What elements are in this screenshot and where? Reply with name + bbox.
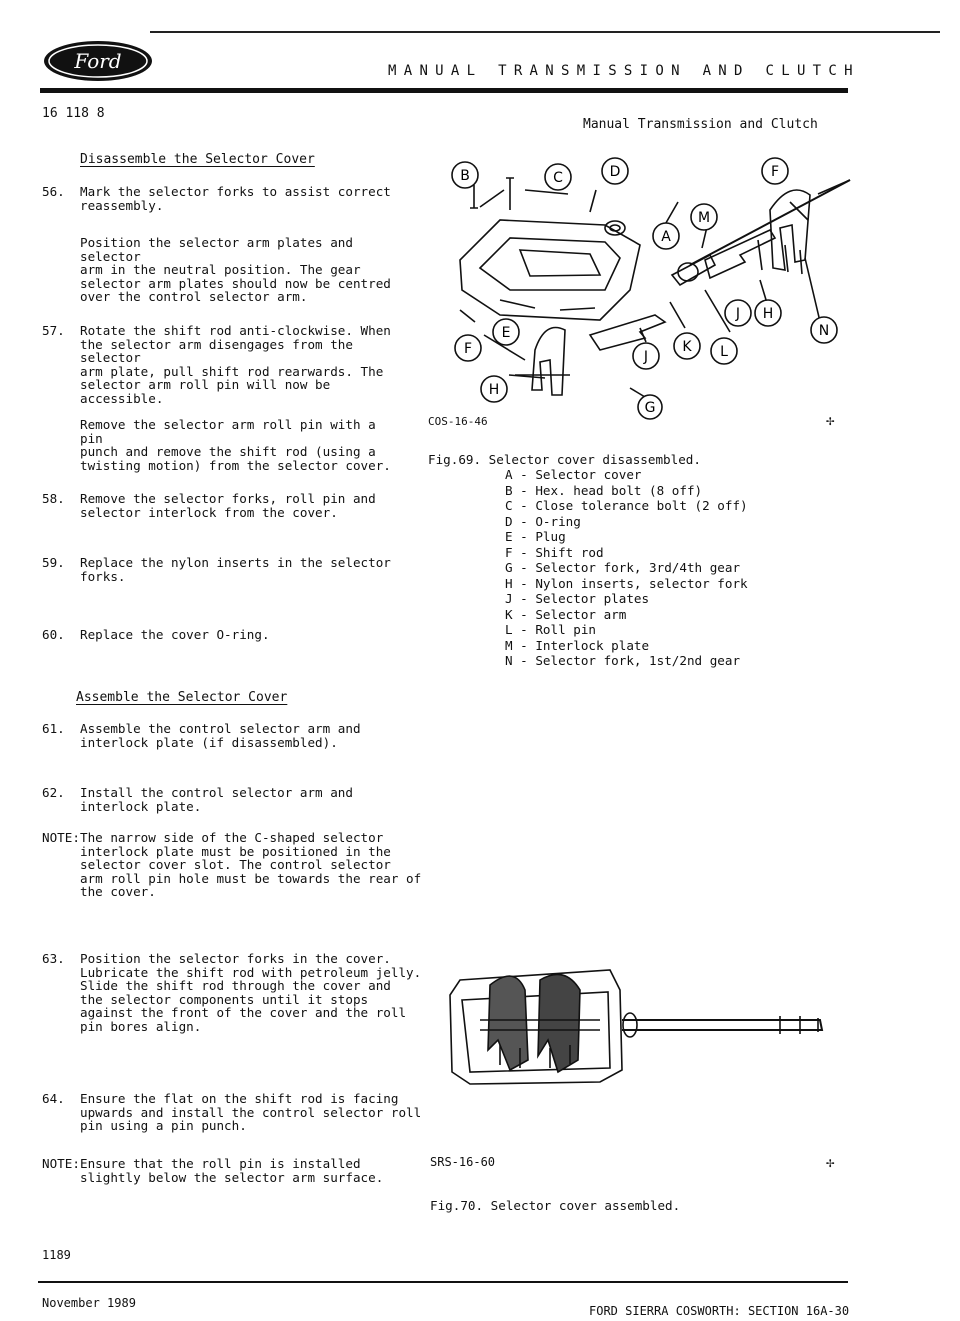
step-57 (42, 324, 402, 406)
note-1 (42, 831, 422, 899)
step-text: Position the selector arm plates and selector arm in the neutral position. The gear selector arm plates should now be centred over the control selector arm. (80, 235, 391, 305)
svg-text:A: A (661, 229, 671, 245)
legend-item: B - Hex. head bolt (8 off) (505, 482, 703, 498)
fig70-caption: Fig.70. Selector cover assembled. (430, 1198, 681, 1213)
note-text: The narrow side of the C-shaped selector interlock plate must be positioned in the selector cover slot. The control selector arm roll pin hole must be towards the rear of the cover. (80, 830, 422, 900)
callout-h-icon (755, 300, 781, 326)
svg-text:D: D (609, 164, 621, 180)
footer-doc-reference: FORD SIERRA COSWORTH: SECTION 16A-30 (589, 1304, 850, 1318)
callout-n-icon (811, 317, 837, 343)
legend-item: G - Selector fork, 3rd/4th gear (505, 560, 741, 575)
step-60 (42, 628, 402, 642)
running-head: Manual Transmission and Clutch (583, 117, 818, 132)
svg-text:F: F (770, 164, 780, 180)
page-number: 1189 (42, 1248, 71, 1262)
svg-text:L: L (720, 344, 728, 360)
registration-mark-icon: ✢ (826, 413, 835, 429)
legend-item: C - Close tolerance bolt (2 off) (505, 498, 748, 513)
callout-c-icon (545, 164, 571, 190)
section-title: MANUAL TRANSMISSION AND CLUTCH (388, 63, 860, 79)
callout-k-icon (674, 333, 700, 359)
step-text: Remove the selector forks, roll pin and selector interlock from the cover. (80, 491, 376, 520)
svg-text:M: M (697, 210, 711, 226)
note-2 (42, 1157, 422, 1184)
svg-text:H: H (762, 306, 774, 322)
footer-rule (38, 1281, 848, 1283)
svg-text:J: J (735, 306, 741, 322)
fig69-caption: Fig.69. Selector cover disassembled. (428, 452, 701, 467)
step-number: 59. (42, 555, 65, 570)
svg-text:C: C (553, 170, 563, 186)
step-61 (42, 722, 402, 749)
step-number: 58. (42, 491, 65, 506)
svg-text:N: N (818, 323, 830, 339)
callout-f-icon (762, 158, 788, 184)
step-text: Replace the cover O-ring. (80, 627, 270, 642)
fig69-legend (505, 467, 748, 669)
svg-text:J: J (643, 349, 649, 365)
step-number: 57. (42, 323, 65, 338)
step-number: 64. (42, 1091, 65, 1106)
fig70-code: SRS-16-60 (430, 1155, 496, 1169)
heading-assemble: Assemble the Selector Cover (76, 690, 288, 705)
step-number: 61. (42, 721, 65, 736)
callout-e-icon (493, 319, 519, 345)
callout-a-icon (653, 223, 679, 249)
step-text: Ensure the flat on the shift rod is facing upwards and install the control selector roll pin using a pin punch. (80, 1091, 422, 1134)
svg-text:F: F (463, 341, 473, 357)
logo-text: Ford (74, 49, 122, 73)
legend-item: M - Interlock plate (505, 637, 650, 653)
callout-b-icon (452, 162, 478, 188)
svg-text:K: K (682, 339, 692, 355)
step-number: 62. (42, 785, 65, 800)
step-64 (42, 1092, 422, 1133)
header-top-rule (150, 31, 940, 33)
note-label: NOTE: (42, 830, 80, 845)
step-59 (42, 556, 402, 583)
step-56-continued (42, 236, 402, 304)
legend-item: D - O-ring (505, 513, 581, 529)
step-number: 60. (42, 627, 65, 642)
step-text: Install the control selector arm and interlock plate. (80, 785, 353, 814)
callout-f2-icon (455, 335, 481, 361)
ford-logo (42, 39, 154, 83)
fig70-assembled-diagram (440, 960, 840, 1090)
legend-item: K - Selector arm (505, 606, 627, 622)
header-rule (40, 88, 848, 93)
footer-date: November 1989 (42, 1296, 136, 1310)
svg-text:B: B (460, 168, 470, 184)
step-58 (42, 492, 402, 519)
legend-item: N - Selector fork, 1st/2nd gear (505, 653, 741, 668)
step-text: Replace the nylon inserts in the selector forks. (80, 555, 391, 584)
svg-text:E: E (501, 325, 511, 341)
svg-text:G: G (644, 400, 656, 416)
step-56 (42, 185, 402, 212)
legend-item: J - Selector plates (505, 591, 650, 606)
step-number: 63. (42, 951, 65, 966)
step-number: 56. (42, 184, 65, 199)
callout-j2-icon (633, 343, 659, 369)
legend-item: A - Selector cover (505, 467, 642, 482)
callout-j-icon (725, 300, 751, 326)
fig69-exploded-diagram (440, 150, 860, 420)
callout-d-icon (602, 158, 628, 184)
page-reference: 16 118 8 (42, 106, 105, 121)
fig69-code: COS-16-46 (428, 415, 488, 428)
legend-item: F - Shift rod (505, 544, 604, 560)
step-text: Mark the selector forks to assist correct reassembly. (80, 184, 391, 213)
callout-l-icon (711, 338, 737, 364)
svg-text:H: H (488, 382, 500, 398)
step-57-continued (42, 418, 402, 472)
step-62 (42, 786, 402, 813)
note-text: Ensure that the roll pin is installed slightly below the selector arm surface. (80, 1156, 384, 1185)
callout-h2-icon (481, 376, 507, 402)
step-text: Rotate the shift rod anti-clockwise. When the selector arm disengages from the selector arm plate, pull shift rod rearwards. The selector arm roll pin will now be accessible. (80, 323, 391, 406)
step-text: Remove the selector arm roll pin with a pin punch and remove the shift rod (using a twisting motion) from the selector cover. (80, 417, 391, 473)
callout-g-icon (638, 395, 662, 419)
heading-disassemble: Disassemble the Selector Cover (80, 152, 315, 167)
legend-item: L - Roll pin (505, 622, 596, 637)
step-text: Position the selector forks in the cover. Lubricate the shift rod with petroleum jelly. Slide the shift rod through the cover and the selector components until it stops against the front of the cover and the roll pin bores align. (80, 951, 422, 1034)
step-text: Assemble the control selector arm and interlock plate (if disassembled). (80, 721, 361, 750)
note-label: NOTE: (42, 1156, 80, 1171)
registration-mark-icon: ✢ (826, 1155, 835, 1171)
legend-item: H - Nylon inserts, selector fork (505, 575, 748, 591)
callout-m-icon (691, 204, 717, 230)
legend-item: E - Plug (505, 529, 566, 544)
step-63 (42, 952, 422, 1034)
